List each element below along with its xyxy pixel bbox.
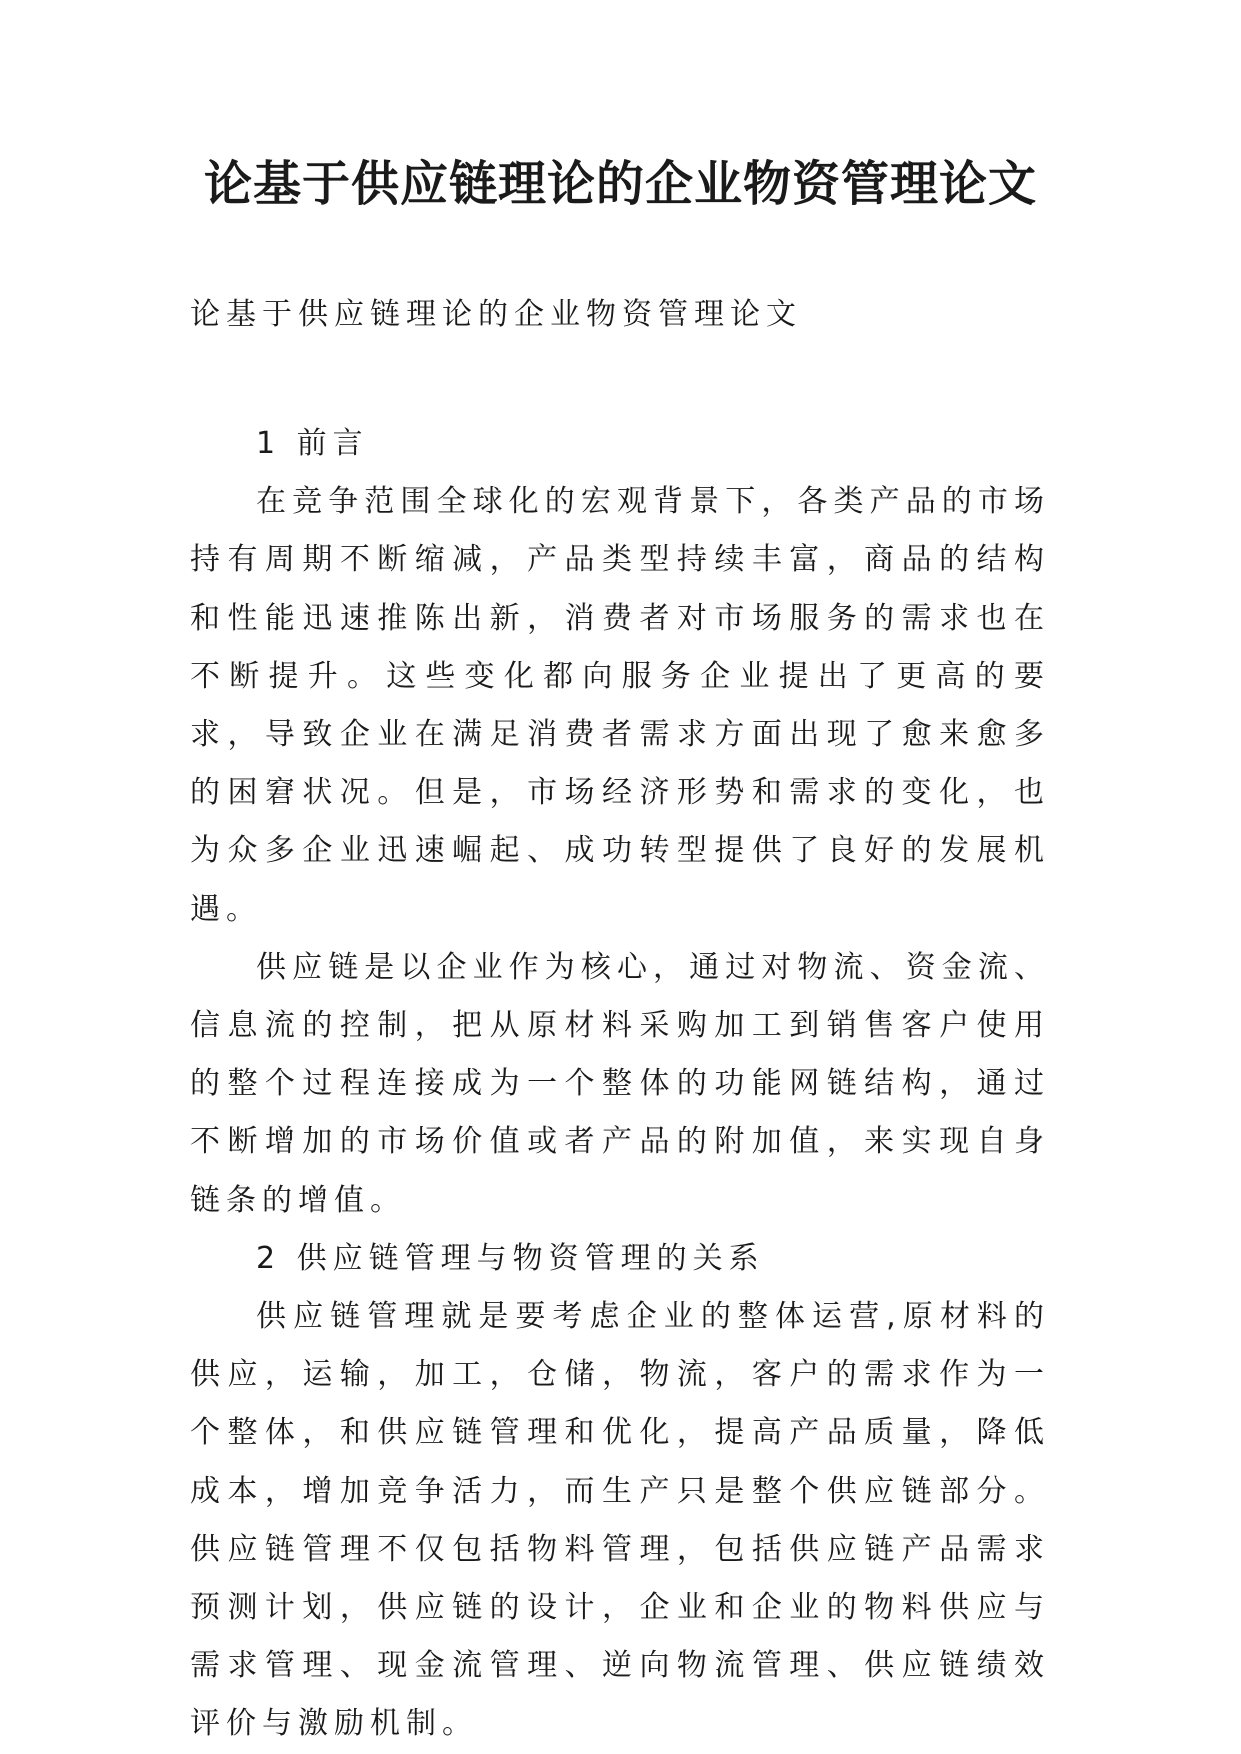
paragraph: 供应链管理就是要考虑企业的整体运营,原材料的供应，运输，加工，仓储，物流，客户的需求作为一个整体，和供应链管理和优化，提高产品质量，降低成本，增加竞争活力，而生产只是整个供应链部分。供应链管理不仅包括物料管理，包括供应链产品需求预测计划，供应链的设计，企业和企业的物料供应与需求管理、现金流管理、逆向物流管理、供应链绩效评价与激励机制。 bbox=[190, 1299, 1050, 1742]
document-title: 论基于供应链理论的企业物资管理论文 bbox=[203, 156, 1037, 212]
document-body bbox=[190, 415, 1050, 1754]
document-subtitle: 论基于供应链理论的企业物资管理论文 bbox=[190, 297, 802, 332]
section-heading-preface: 1 前言 bbox=[256, 426, 369, 461]
section-heading-relationship: 2 供应链管理与物资管理的关系 bbox=[256, 1240, 765, 1276]
paragraph: 供应链是以企业作为核心，通过对物流、资金流、信息流的控制，把从原材料采购加工到销售客户使用的整个过程连接成为一个整体的功能网链结构，通过不断增加的市场价值或者产品的附加值，来实现自身链条的增值。 bbox=[190, 949, 1050, 1218]
paragraph: 在竞争范围全球化的宏观背景下，各类产品的市场持有周期不断缩减，产品类型持续丰富，商品的结构和性能迅速推陈出新，消费者对市场服务的需求也在不断提升。这些变化都向服务企业提出了更高的要求，导致企业在满足消费者需求方面出现了愈来愈多的困窘状况。但是，市场经济形势和需求的变化，也为众多企业迅速崛起、成功转型提供了良好的发展机遇。 bbox=[190, 484, 1050, 927]
